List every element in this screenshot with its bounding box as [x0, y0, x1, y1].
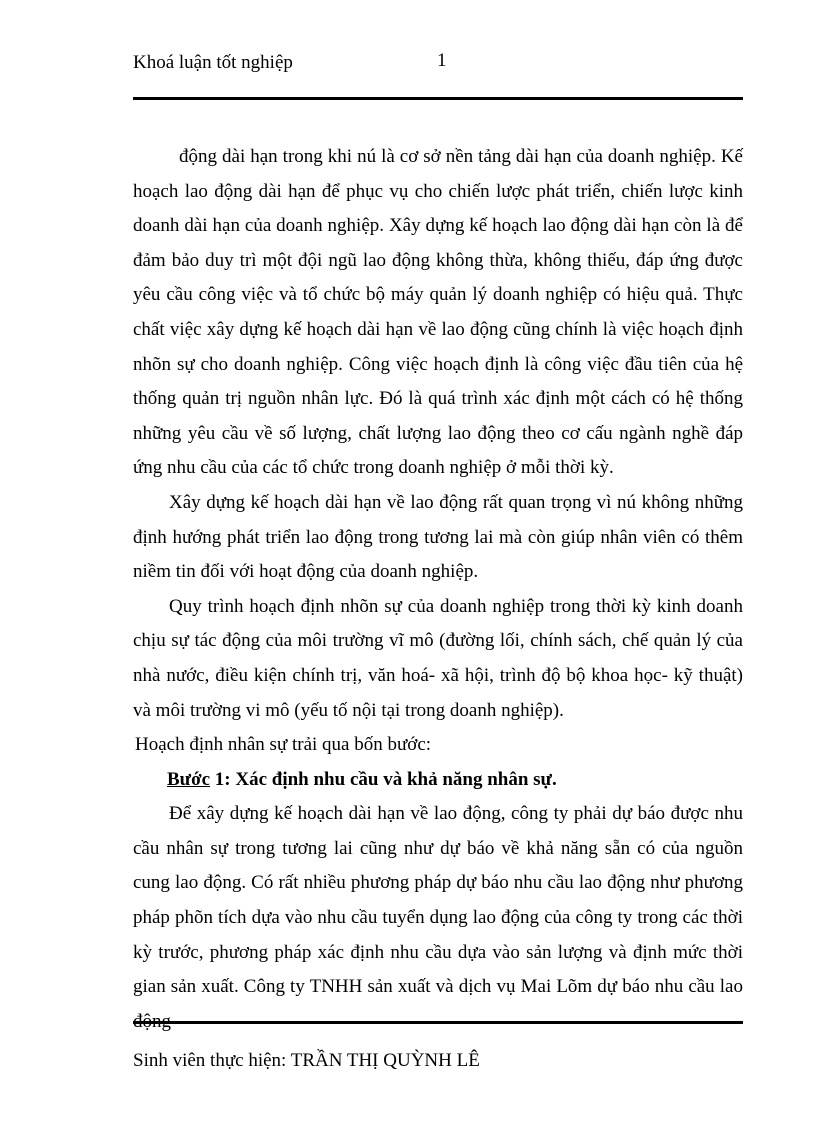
step-1-heading — [133, 763, 743, 798]
page-header — [133, 48, 743, 88]
footer-student: Sinh viên thực hiện: TRẦN THỊ QUỲNH LÊ — [133, 1050, 480, 1071]
footer-rule — [133, 1021, 743, 1024]
step-1-paragraph: Để xây dựng kế hoạch dài hạn về lao động, công ty phải dự báo được nhu cầu nhân sự trong tương lai cũng như dự báo về khả năng sẵn có của nguồn cung lao động. Có rất nhiều phương pháp dự báo nhu cầu lao động như phương pháp phõn tích dựa vào nhu cầu tuyển dụng lao động của công ty trong các thời kỳ trước, phương pháp xác định nhu cầu dựa vào sản lượng và định mức thời gian sản xuất. Công ty TNHH sản xuất và dịch vụ Mai Lõm dự báo nhu cầu lao — [133, 803, 743, 998]
body-paragraph-3: Quy trình hoạch định nhõn sự của doanh nghiệp trong thời kỳ kinh doanh chịu sự tác động của môi trường vĩ mô (đường lối, chính sách, chế quản lý của nhà nước, điều kiện chính trị, văn hoá- xã hội, trình độ bộ khoa học- kỹ thuật) và môi trường vi mô (yếu tố nội tại trong doanh nghiệp). — [133, 595, 743, 721]
header-title: Khoá luận tốt nghiệp — [133, 52, 293, 73]
step-1-title: 1: Xác định nhu cầu và khả năng nhân sự. — [210, 768, 557, 790]
steps-intro: Hoạch định nhân sự trải qua bốn bước: — [135, 734, 432, 756]
header-rule — [133, 97, 743, 100]
body-paragraph-2: Xây dựng kế hoạch dài hạn về lao động rất quan trọng vì nú không những định hướng phát triển lao động trong tương lai mà còn giúp nhân viên có thêm niềm tin đối với hoạt động của doanh nghiệp. — [133, 491, 743, 583]
page-number: 1 — [437, 50, 447, 71]
step-1-label: Bước — [167, 768, 211, 790]
body-paragraph-1: động dài hạn trong khi nú là cơ sở nền tảng dài hạn của doanh nghiệp. Kế hoạch lao động dài hạn để phục vụ cho chiến lược phát triển, chiến lược kinh doanh dài hạn của doanh nghiệp. Xây dựng kế hoạch lao động dài hạn còn là để đảm bảo duy trì một đội ngũ lao động không thừa, không thiếu, đáp ứng được yêu cầu công việc và tổ chức bộ máy quản lý doanh nghiệp có hiệu quả. Thực chất việc xây dựng kế hoạch dài hạn về lao động cũng chính là việc hoạch định nhõn sự cho doanh nghiệp. Công việc hoạch định là công việc đầu tiên của hệ thống quản trị nguồn nhân lực. Đó là quá trình xác định một cách có hệ thống những yêu cầu về số lượng, chất lượng lao động theo cơ cấu ngành nghề đáp ứng nhu cầu của các tổ chức trong doanh nghiệp ở mỗi thời kỳ. — [133, 146, 743, 479]
document-body — [133, 140, 743, 1039]
